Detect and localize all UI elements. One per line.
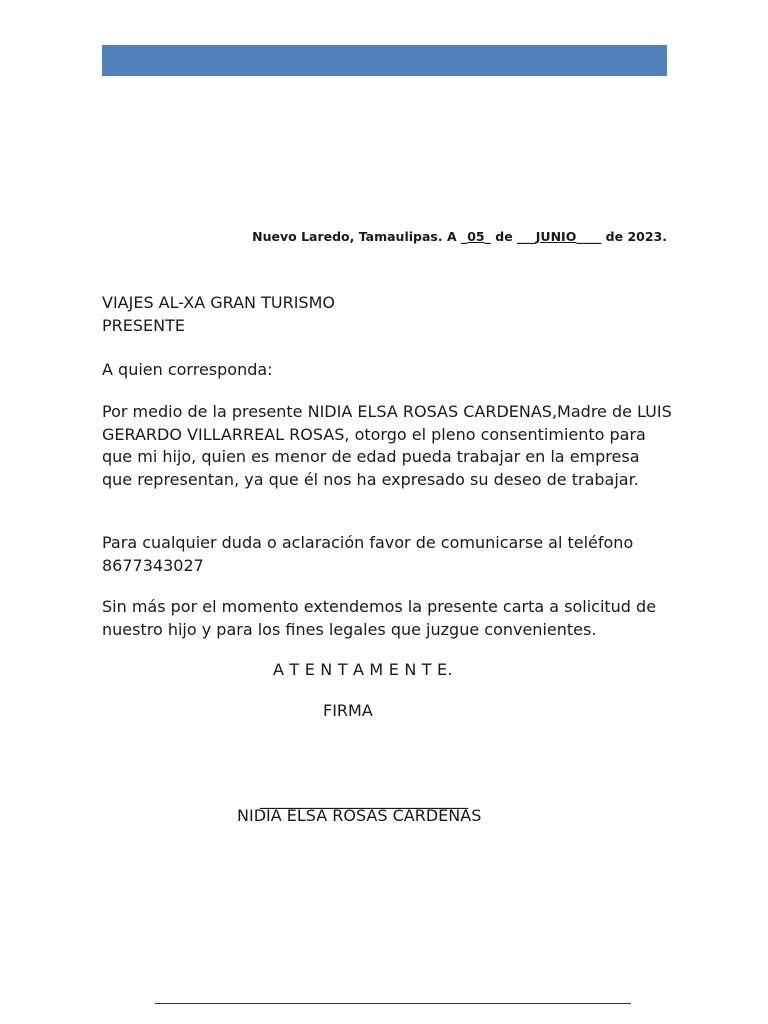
contact-paragraph: [102, 532, 672, 577]
signature-name: NIDIA ELSA ROSAS CARDENAS: [237, 806, 482, 825]
date-prefix: Nuevo Laredo, Tamaulipas. A _: [252, 229, 468, 244]
date-day: 05: [467, 229, 485, 244]
date-suffix: ____ de 2023.: [576, 229, 667, 244]
recipient-company: VIAJES AL-XA GRAN TURISMO: [102, 293, 335, 312]
footer-rule: [155, 1003, 631, 1004]
greeting: A quien corresponda:: [102, 360, 273, 379]
atentamente: A T E N T A M E N T E.: [273, 660, 453, 679]
date-between: _ de ___: [484, 229, 536, 244]
header-bar: [102, 45, 667, 76]
recipient-block: [102, 292, 672, 337]
contact-phone: 8677343027: [102, 555, 204, 575]
contact-text: Para cualquier duda o aclaración favor de comunicarse al teléfono: [102, 533, 634, 552]
date-line: [252, 229, 667, 244]
date-month: JUNIO: [535, 229, 577, 244]
firma-label: FIRMA: [323, 701, 373, 720]
closing-paragraph: Sin más por el momento extendemos la presente carta a solicitud de nuestro hijo y para los fines legales que juzgue convenientes.: [102, 597, 657, 639]
main-paragraph: Por medio de la presente NIDIA ELSA ROSAS CARDENAS,Madre de LUIS GERARDO VILLARREAL ROSAS, otorgo el pleno consentimiento para que mi hijo, quien es menor de edad pueda trabajar en la empresa que representan, ya que él nos ha expresado su deseo de trabajar.: [102, 402, 672, 489]
signature-line: __________________________: [260, 790, 468, 809]
recipient-presente: PRESENTE: [102, 315, 185, 335]
